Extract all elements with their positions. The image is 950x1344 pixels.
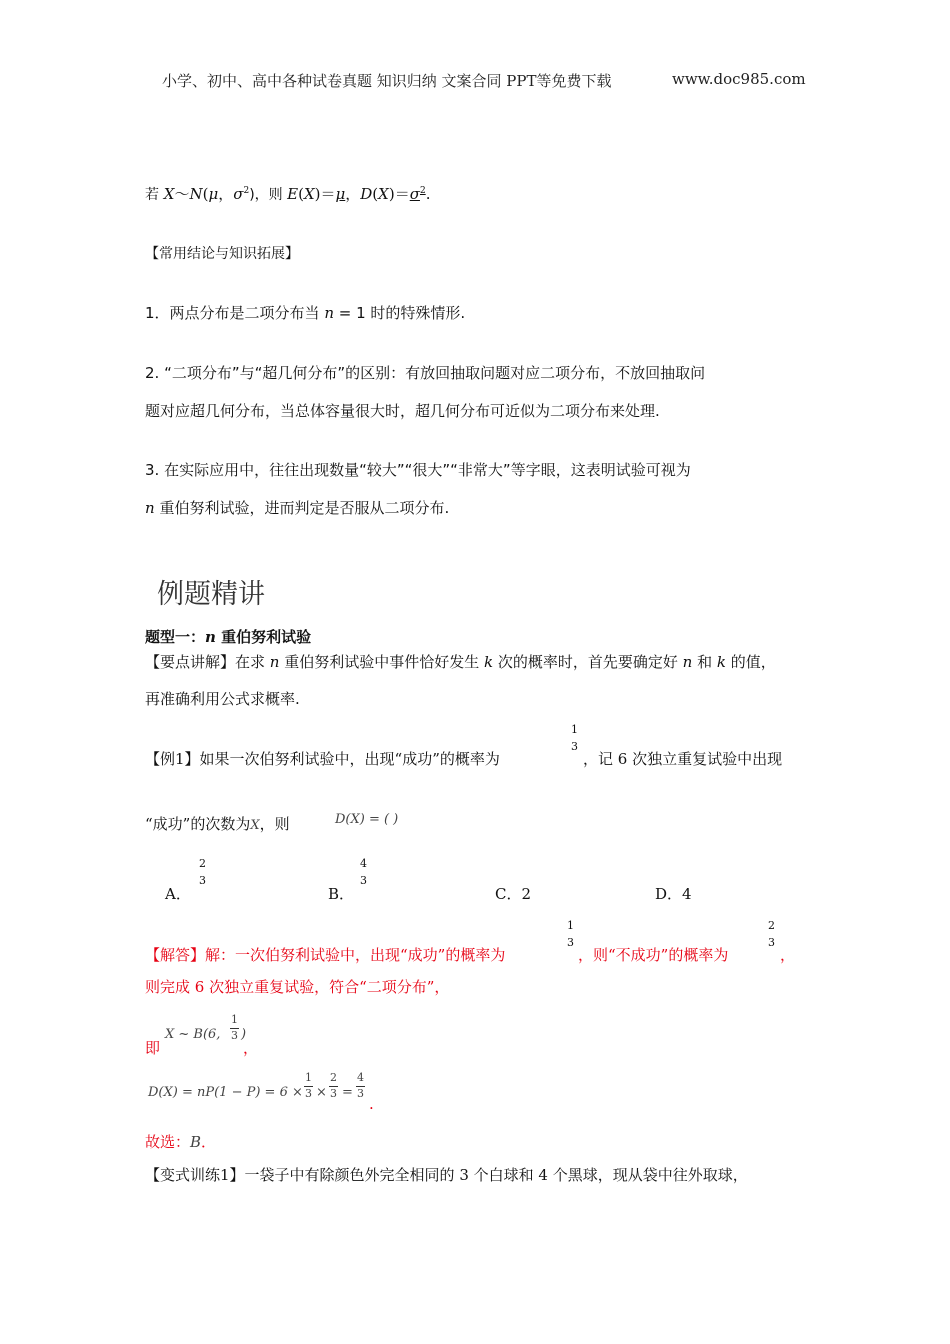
option-a-label: A． [165, 885, 191, 903]
answer-calc-eq: = [342, 1085, 353, 1100]
example-1-line-2: “成功”的次数为X，则 [145, 815, 290, 833]
point-1: 1．两点分布是二项分布当 n = 1 时的特殊情形. [145, 304, 466, 322]
header-left: 小学、初中、高中各种试卷真题 知识归纳 文案合同 PPT等免费下载 [162, 72, 612, 90]
example-1-line-1-end: ，记 6 次独立重复试验中出现 [583, 750, 783, 768]
answer-distribution: X ~ B(6, [165, 1027, 221, 1042]
option-b-fraction: 4 3 [360, 857, 367, 887]
answer-line-1-end: ， [780, 946, 796, 964]
answer-calc-fraction-3: 4 3 [357, 1071, 364, 1100]
section-title: 例题精讲 [157, 579, 265, 610]
answer-distribution-close: ) [241, 1027, 247, 1042]
answer-calc: D(X) = nP(1 − P) = 6 × [148, 1085, 303, 1100]
option-b-label: B． [328, 885, 355, 903]
example-1-line-1: 【例1】如果一次伯努利试验中，出现“成功”的概率为 [145, 750, 500, 768]
answer-calc-fraction-1: 1 3 [305, 1071, 312, 1100]
point-3-line-2: n 重伯努利试验，进而判定是否服从二项分布. [145, 499, 450, 517]
answer-calc-times: × [316, 1085, 327, 1100]
option-a-fraction: 2 3 [199, 857, 206, 887]
header-right: www.doc985.com [672, 70, 806, 88]
type-title: 题型一：n 重伯努利试验 [145, 628, 312, 646]
answer-line-2: 则完成 6 次独立重复试验，符合“二项分布”， [145, 978, 450, 996]
point-3-line-1: 3. 在实际应用中，往往出现数量“较大”“很大”“非常大”等字眼，这表明试验可视为 [145, 461, 691, 479]
answer-ji-end: ， [243, 1039, 259, 1057]
key-point-line-2: 再准确利用公式求概率. [145, 690, 300, 708]
point-2-line-1: 2. “二项分布”与“超几何分布”的区别：有放回抽取问题对应二项分布，不放回抽取问 [145, 364, 706, 382]
answer-calc-fraction-2: 2 3 [330, 1071, 337, 1100]
answer-choose: 故选：B． [145, 1133, 217, 1151]
example-1-d-expr: D(X) = ( ) [335, 812, 399, 827]
answer-fraction-1: 1 3 [567, 919, 574, 949]
answer-line-1-mid: ，则“不成功”的概率为 [578, 946, 729, 964]
option-d: D．4 [655, 885, 692, 903]
example-1-fraction: 1 3 [571, 723, 578, 753]
answer-fraction-2: 2 3 [768, 919, 775, 949]
point-2-line-2: 题对应超几何分布，当总体容量很大时，超几何分布可近似为二项分布来处理. [145, 402, 660, 420]
option-c: C．2 [495, 885, 532, 903]
section-bracket-title: 【常用结论与知识拓展】 [145, 246, 299, 262]
key-point-line-1: 【要点讲解】在求 n 重伯努利试验中事件恰好发生 k 次的概率时，首先要确定好 n 和 k 的值， [145, 653, 776, 671]
answer-calc-end: . [369, 1095, 374, 1113]
answer-line-1: 【解答】解：一次伯努利试验中，出现“成功”的概率为 [145, 946, 506, 964]
variant-training-1: 【变式训练1】一袋子中有除颜色外完全相同的 3 个白球和 4 个黑球，现从袋中往外取球， [145, 1166, 748, 1184]
answer-distribution-fraction: 1 3 [231, 1013, 238, 1042]
answer-ji: 即 [145, 1039, 161, 1057]
normal-distribution-line: 若 X～N(μ，$\sigma^2$)，则 E(X)＝μ，$D(X)=\sigma^2$. [145, 185, 431, 203]
